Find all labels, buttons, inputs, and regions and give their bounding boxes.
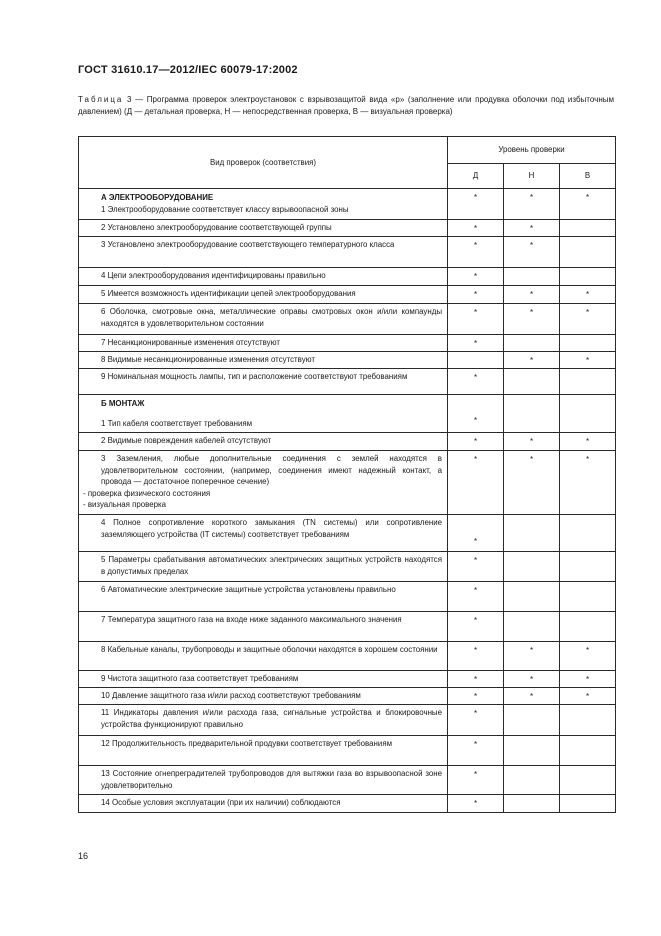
mark-d: * (448, 220, 504, 237)
table-row (79, 612, 616, 642)
mark-v (560, 552, 616, 582)
mark-v: * (560, 451, 616, 515)
mark-n (504, 268, 560, 286)
mark-v (560, 335, 616, 352)
page-number: 16 (78, 851, 89, 861)
table-row (79, 335, 616, 352)
mark-n: * (504, 352, 560, 369)
mark-n (504, 369, 560, 395)
header-level: Уровень проверки (448, 137, 616, 164)
table-row (79, 582, 616, 612)
mark-d: * (448, 433, 504, 451)
mark-n: * (504, 451, 560, 515)
item-text: 2 Видимые повреждения кабелей отсутствуют (79, 433, 448, 451)
mark-n: * (504, 237, 560, 268)
mark-v (560, 582, 616, 612)
section-a-title: А ЭЛЕКТРООБОРУДОВАНИЕ (101, 193, 214, 202)
mark-d: * (448, 268, 504, 286)
item-text: 6 Автоматические электрические защитные устройства установлены правильно (79, 582, 448, 612)
section-b-cell (79, 395, 448, 433)
mark-n (504, 795, 560, 813)
mark-d: * (448, 552, 504, 582)
mark-v (560, 395, 616, 433)
mark-d: * (448, 705, 504, 736)
table-row (79, 268, 616, 286)
mark-d: * (448, 395, 504, 433)
caption-label: Таблица (78, 95, 124, 104)
table-row (79, 552, 616, 582)
mark-v: * (560, 352, 616, 369)
table-row (79, 766, 616, 795)
mark-v (560, 369, 616, 395)
item-text: 4 Цепи электрооборудования идентифицированы правильно (79, 268, 448, 286)
mark-d: * (448, 736, 504, 766)
mark-n: * (504, 433, 560, 451)
header-col-d: Д (448, 164, 504, 189)
table-row (79, 237, 616, 268)
mark-n: * (504, 304, 560, 335)
mark-v (560, 705, 616, 736)
table-row (79, 688, 616, 705)
table-row (79, 642, 616, 671)
item-text-b3 (79, 451, 448, 515)
mark-d: * (448, 612, 504, 642)
item-text: 3 Установлено электрооборудование соответствующего температурного класса (79, 237, 448, 268)
mark-v: * (560, 433, 616, 451)
mark-v (560, 795, 616, 813)
section-a-cell (79, 189, 448, 220)
table-caption (78, 94, 614, 118)
item-text: 5 Имеется возможность идентификации цепей электрооборудования (79, 286, 448, 304)
mark-v (560, 736, 616, 766)
document-title: ГОСТ 31610.17—2012/IEC 60079-17:2002 (78, 64, 298, 76)
mark-v: * (560, 189, 616, 220)
table-row (79, 671, 616, 688)
mark-d: * (448, 335, 504, 352)
item-text: 2 Установлено электрооборудование соответствующей группы (79, 220, 448, 237)
table-row (79, 515, 616, 552)
caption-text: 3 — Программа проверок электроустановок с взрывозащитой вида «р» (заполнение или продувка оболочки под избыточным давлением) (Д — детальная проверка, Н — непосредственная проверка, В — визуальная проверка) (78, 95, 614, 116)
mark-v (560, 515, 616, 552)
mark-n (504, 582, 560, 612)
table-row (79, 220, 616, 237)
mark-n: * (504, 688, 560, 705)
section-b-row1-text: 1 Тип кабеля соответствует требованиям (101, 418, 253, 428)
section-b-title: Б МОНТАЖ (101, 399, 145, 408)
item-text: 6 Оболочка, смотровые окна, металлические оправы смотровых окон и/или компаунды находятся в удовлетворительном состоянии (79, 304, 448, 335)
mark-d: * (448, 688, 504, 705)
item-text: 10 Давление защитного газа и/или расход соответствуют требованиям (79, 688, 448, 705)
b3-sub-physical: - проверка физического состояния (83, 488, 211, 498)
mark-n (504, 612, 560, 642)
mark-n (504, 705, 560, 736)
item-text: 13 Состояние огнепреградителей трубопроводов для вытяжки газа во взрывоопасной зоне удовлетворительно (79, 766, 448, 795)
item-text: 5 Параметры срабатывания автоматических электрических защитных устройств находятся в допустимых пределах (79, 552, 448, 582)
item-text: 4 Полное сопротивление короткого замыкания (TN системы) или сопротивление заземляющего устройства (IT системы) соответствует требованиям (79, 515, 448, 552)
mark-v: * (560, 671, 616, 688)
item-text: 7 Несанкционированные изменения отсутствуют (79, 335, 448, 352)
header-row-top (79, 137, 616, 164)
item-text: 11 Индикаторы давления и/или расхода газа, сигнальные устройства и блокировочные устройства функционируют правильно (79, 705, 448, 736)
mark-v: * (560, 286, 616, 304)
mark-v (560, 268, 616, 286)
mark-n: * (504, 671, 560, 688)
mark-n: * (504, 220, 560, 237)
mark-n (504, 515, 560, 552)
table-row (79, 352, 616, 369)
table-row (79, 286, 616, 304)
header-col-v: В (560, 164, 616, 189)
mark-d: * (448, 237, 504, 268)
mark-n (504, 552, 560, 582)
section-b-row (79, 395, 616, 433)
mark-d: * (448, 582, 504, 612)
item-text: 9 Номинальная мощность лампы, тип и расположение соответствуют требованиям (79, 369, 448, 395)
mark-d: * (448, 286, 504, 304)
mark-n: * (504, 189, 560, 220)
mark-v (560, 220, 616, 237)
mark-v: * (560, 642, 616, 671)
section-a-row1-text: 1 Электрооборудование соответствует классу взрывоопасной зоны (101, 204, 349, 214)
mark-n (504, 395, 560, 433)
mark-v (560, 766, 616, 795)
mark-d (448, 352, 504, 369)
table-row (79, 433, 616, 451)
mark-d: * (448, 451, 504, 515)
header-col-n: Н (504, 164, 560, 189)
mark-d: * (448, 795, 504, 813)
mark-n: * (504, 642, 560, 671)
mark-d: * (448, 189, 504, 220)
mark-d: * (448, 766, 504, 795)
mark-d: * (448, 671, 504, 688)
table-row (79, 795, 616, 813)
table-row (79, 369, 616, 395)
mark-n (504, 766, 560, 795)
table-row (79, 736, 616, 766)
mark-d: * (448, 642, 504, 671)
item-text: 9 Чистота защитного газа соответствует требованиям (79, 671, 448, 688)
item-text: 8 Видимые несанкционированные изменения отсутствуют (79, 352, 448, 369)
section-a-row (79, 189, 616, 220)
mark-n: * (504, 286, 560, 304)
inspection-table (78, 136, 616, 813)
mark-d: * (448, 369, 504, 395)
item-text: 7 Температура защитного газа на входе ниже заданного максимального значения (79, 612, 448, 642)
mark-v (560, 612, 616, 642)
table-row (79, 705, 616, 736)
b3-main-text: 3 Заземления, любые дополнительные соединения с землей находятся в удовлетворительном состоянии, (например, соединения имеют надежный контакт, а провода — достаточное поперечное сечение) (101, 454, 442, 486)
table-row-b3 (79, 451, 616, 515)
mark-v (560, 237, 616, 268)
b3-sub-visual: - визуальная проверка (83, 500, 167, 509)
table-row (79, 304, 616, 335)
item-text: 14 Особые условия эксплуатации (при их наличии) соблюдаются (79, 795, 448, 813)
mark-d: * (448, 515, 504, 552)
mark-n (504, 335, 560, 352)
header-check-type: Вид проверок (соответствия) (79, 137, 448, 189)
item-text: 8 Кабельные каналы, трубопроводы и защитные оболочки находятся в хорошем состоянии (79, 642, 448, 671)
item-text: 12 Продолжительность предварительной продувки соответствует требованиям (79, 736, 448, 766)
mark-d: * (448, 304, 504, 335)
mark-v: * (560, 688, 616, 705)
mark-v: * (560, 304, 616, 335)
mark-n (504, 736, 560, 766)
